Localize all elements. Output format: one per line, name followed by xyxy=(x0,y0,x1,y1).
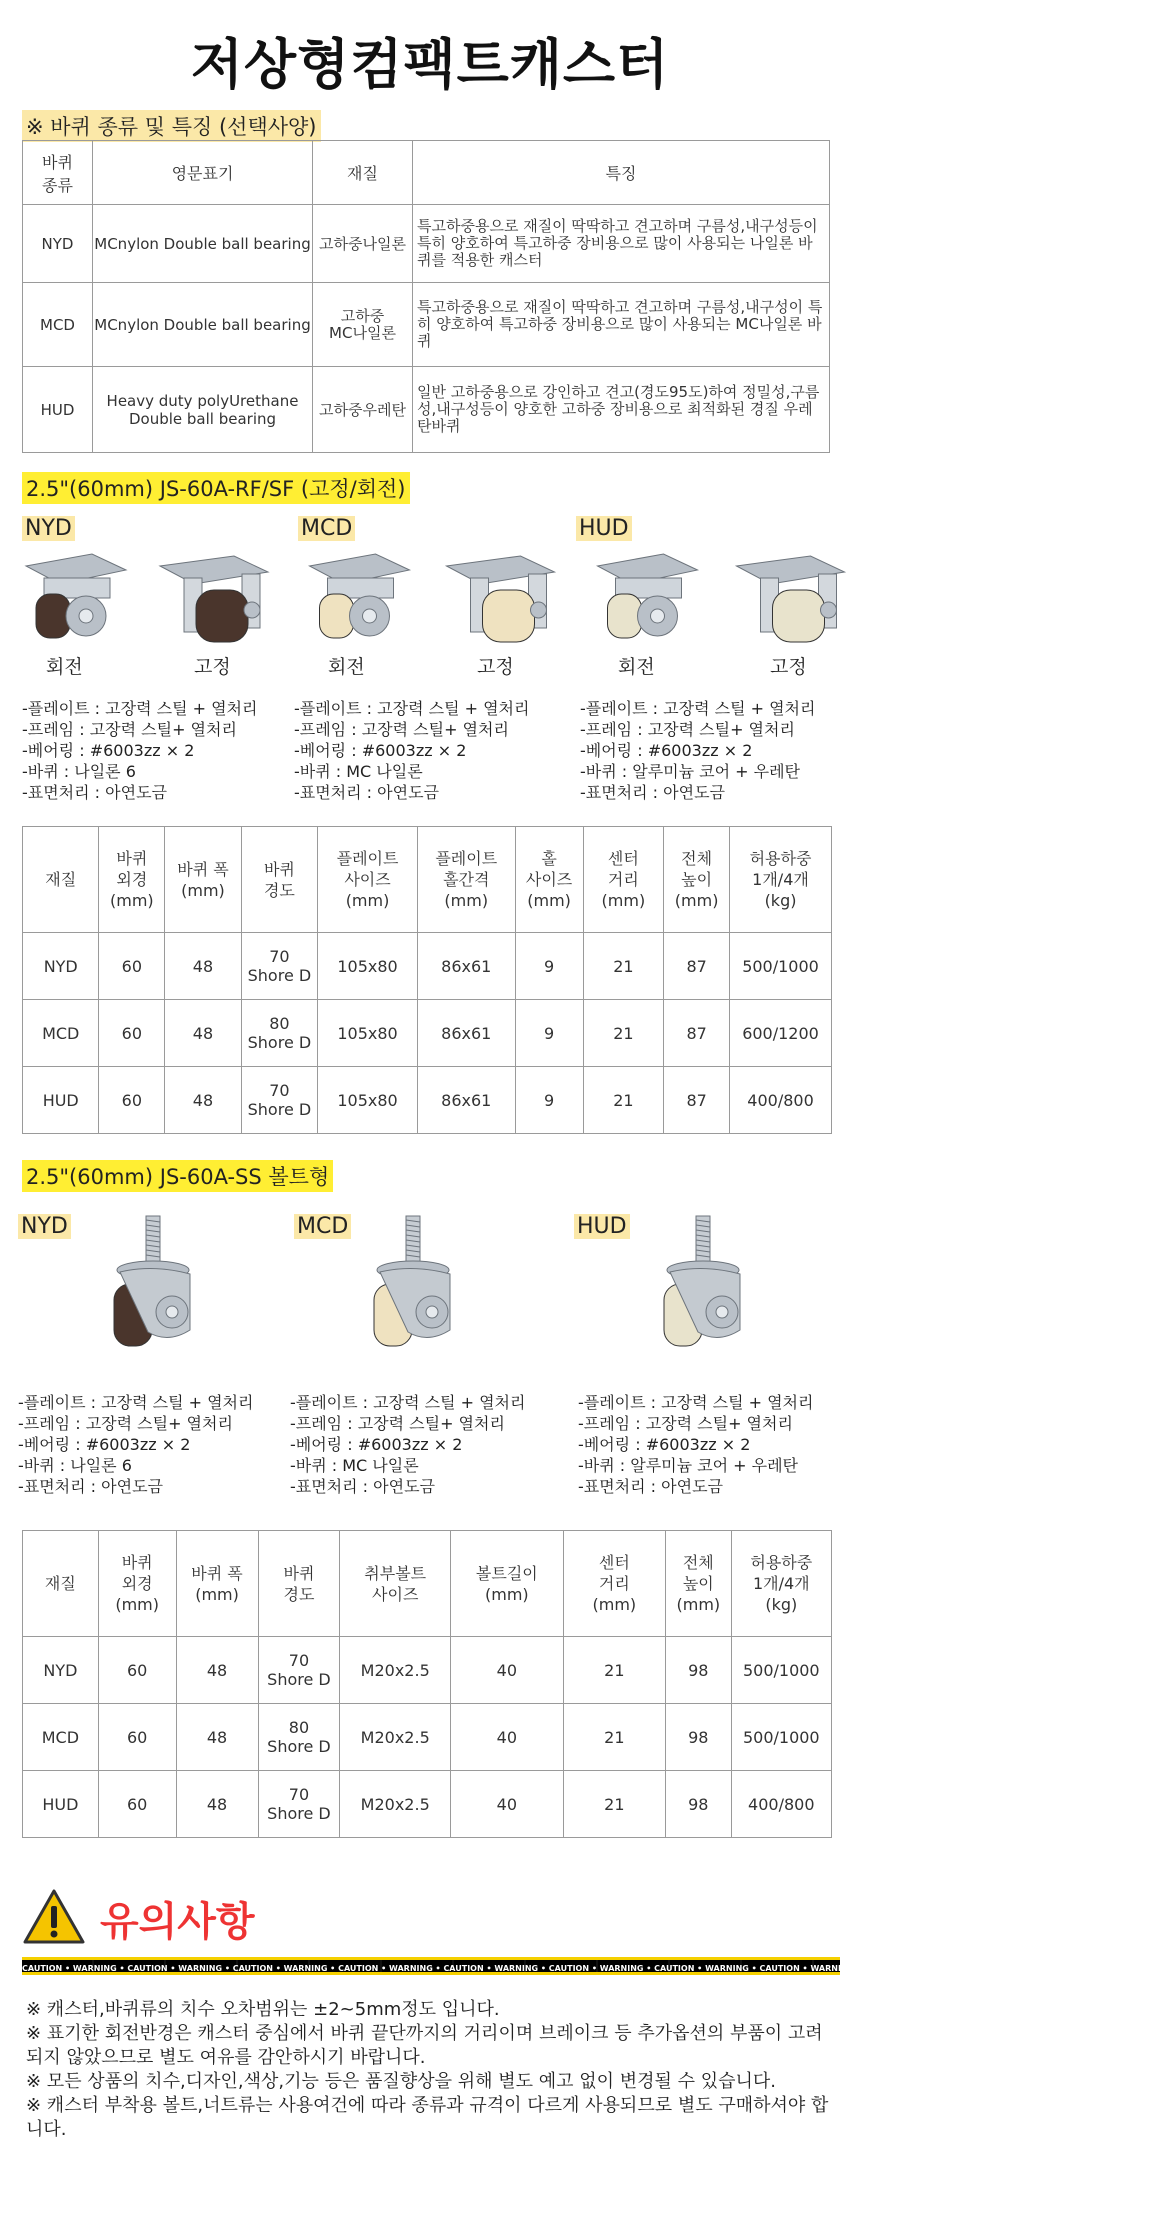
spec-list xyxy=(22,698,257,803)
table-header-row xyxy=(23,1531,832,1637)
table-cell: 48 xyxy=(165,933,241,1000)
spec-item: -베어링 : #6003zz × 2 xyxy=(22,741,195,760)
header-cell: 플레이트 홀간격 (mm) xyxy=(417,827,515,933)
notice-item: ※ 캐스터 부착용 볼트,너트류는 사용여건에 따라 종류과 규격이 다르게 사용되므로 별도 구매하셔야 합니다. xyxy=(26,2095,829,2140)
spec-item: -베어링 : #6003zz × 2 xyxy=(294,741,467,760)
spec-list xyxy=(578,1392,813,1497)
spec-table xyxy=(22,1530,832,1838)
spec-item: -플레이트 : 고장력 스틸 + 열처리 xyxy=(578,1393,814,1412)
table-cell: 고하중나일론 xyxy=(313,205,413,283)
table-cell: 500/1000 xyxy=(731,1704,831,1771)
notice-title: 유의사항 xyxy=(100,1899,255,1945)
table-cell: MCnylon Double ball bearing xyxy=(93,205,313,283)
table-cell: 고하중 MC나일론 xyxy=(313,283,413,367)
image-caption: 고정 xyxy=(194,656,231,678)
caution-stripe: CAUTION • WARNING • CAUTION • WARNING • CAUTION • WARNING • CAUTION • WARNING • CAUTION • WARNING • CAUTION • WARNING • CAUTION • WARNING • CAUTION • WARNING • CAUTION • WARNING • CAUTION • WARNING • CAUTION • WARNING xyxy=(22,1957,840,1975)
table-cell: MCD xyxy=(23,1000,99,1067)
header-cell: 특징 xyxy=(413,141,830,205)
spec-item: -베어링 : #6003zz × 2 xyxy=(18,1435,191,1454)
table-cell: 21 xyxy=(563,1704,665,1771)
table-cell: Heavy duty polyUrethane Double ball bearing xyxy=(93,367,313,453)
table-cell: 105x80 xyxy=(318,1067,418,1134)
table-row xyxy=(23,933,832,1000)
header-cell: 홀 사이즈 (mm) xyxy=(515,827,583,933)
header-cell: 플레이트 사이즈 (mm) xyxy=(318,827,418,933)
table-cell: 500/1000 xyxy=(731,1637,831,1704)
table-cell: 400/800 xyxy=(730,1067,832,1134)
wheel-types-table xyxy=(22,140,830,453)
table-cell: 21 xyxy=(563,1637,665,1704)
spec-item: -프레임 : 고장력 스틸+ 열처리 xyxy=(18,1414,233,1433)
table-cell: 48 xyxy=(176,1771,258,1838)
rigid-caster-image xyxy=(724,548,854,648)
table-cell: 특고하중용으로 재질이 딱딱하고 견고하며 구름성,내구성이 특히 양호하여 특고하중 장비용으로 많이 사용되는 MC나일론 바퀴 xyxy=(413,283,830,367)
spec-list xyxy=(294,698,529,803)
header-cell: 바퀴 폭 (mm) xyxy=(165,827,241,933)
table-cell: 98 xyxy=(666,1771,732,1838)
table-cell: 일반 고하중용으로 강인하고 견고(경도95도)하여 정밀성,구름성,내구성등이 양호한 고하중 장비용으로 최적화된 경질 우레탄바퀴 xyxy=(413,367,830,453)
table-cell: 86x61 xyxy=(417,933,515,1000)
header-cell: 바퀴 종류 xyxy=(23,141,93,205)
table-cell: 105x80 xyxy=(318,933,418,1000)
image-caption: 회전 xyxy=(328,656,365,678)
table-cell: 60 xyxy=(98,1704,176,1771)
rigid-caster-image xyxy=(150,548,275,648)
spec-item: -플레이트 : 고장력 스틸 + 열처리 xyxy=(294,699,530,718)
spec-item: -플레이트 : 고장력 스틸 + 열처리 xyxy=(580,699,816,718)
table-cell: 87 xyxy=(664,1000,730,1067)
header-cell: 바퀴 경도 xyxy=(258,1531,340,1637)
table-cell: MCD xyxy=(23,283,93,367)
spec-item: -바퀴 : MC 나일론 xyxy=(290,1456,419,1475)
table-cell: 60 xyxy=(98,1771,176,1838)
spec-item: -표면처리 : 아연도금 xyxy=(580,783,725,802)
spec-item: -표면처리 : 아연도금 xyxy=(18,1477,163,1496)
header-cell: 취부볼트 사이즈 xyxy=(340,1531,451,1637)
table-cell: 70 Shore D xyxy=(258,1637,340,1704)
spec-item: -플레이트 : 고장력 스틸 + 열처리 xyxy=(18,1393,254,1412)
table-cell: 500/1000 xyxy=(730,933,832,1000)
spec-item: -표면처리 : 아연도금 xyxy=(578,1477,723,1496)
group-label: MCD xyxy=(294,1214,351,1239)
group-label: NYD xyxy=(18,1214,71,1239)
swivel-caster-image xyxy=(294,548,419,648)
table-cell: MCnylon Double ball bearing xyxy=(93,283,313,367)
header-cell: 허용하중 1개/4개 (kg) xyxy=(731,1531,831,1637)
header-cell: 바퀴 외경 (mm) xyxy=(98,1531,176,1637)
table-row xyxy=(23,1067,832,1134)
spec-item: -프레임 : 고장력 스틸+ 열처리 xyxy=(580,720,795,739)
table-cell: 48 xyxy=(176,1637,258,1704)
table-cell: 60 xyxy=(98,1637,176,1704)
spec-list xyxy=(290,1392,525,1497)
table-header-row xyxy=(23,141,830,205)
image-caption: 회전 xyxy=(46,656,83,678)
table-cell: 70 Shore D xyxy=(241,1067,317,1134)
spec-item: -프레임 : 고장력 스틸+ 열처리 xyxy=(22,720,237,739)
table-cell: 98 xyxy=(666,1704,732,1771)
header-cell: 바퀴 폭 (mm) xyxy=(176,1531,258,1637)
spec-item: -표면처리 : 아연도금 xyxy=(294,783,439,802)
table-cell: 70 Shore D xyxy=(241,933,317,1000)
spec-item: -베어링 : #6003zz × 2 xyxy=(290,1435,463,1454)
table-cell: 80 Shore D xyxy=(258,1704,340,1771)
table-cell: 9 xyxy=(515,1000,583,1067)
spec-item: -표면처리 : 아연도금 xyxy=(290,1477,435,1496)
bolt-caster-image xyxy=(648,1212,758,1362)
table-cell: M20x2.5 xyxy=(340,1771,451,1838)
spec-item: -프레임 : 고장력 스틸+ 열처리 xyxy=(578,1414,793,1433)
header-cell: 재질 xyxy=(23,827,99,933)
table-cell: 48 xyxy=(176,1704,258,1771)
table-cell: 60 xyxy=(99,1067,165,1134)
table-row xyxy=(23,1637,832,1704)
spec-item: -플레이트 : 고장력 스틸 + 열처리 xyxy=(290,1393,526,1412)
spec-item: -베어링 : #6003zz × 2 xyxy=(580,741,753,760)
table-cell: M20x2.5 xyxy=(340,1637,451,1704)
header-cell: 센터 거리 (mm) xyxy=(583,827,664,933)
notice-list xyxy=(26,1998,836,2142)
table-cell: HUD xyxy=(23,1771,99,1838)
table-cell: 70 Shore D xyxy=(258,1771,340,1838)
warning-icon xyxy=(22,1888,86,1946)
table-cell: 87 xyxy=(664,933,730,1000)
spec-list xyxy=(18,1392,253,1497)
spec-item: -바퀴 : 알루미늄 코어 + 우레탄 xyxy=(578,1456,799,1475)
spec-item: -바퀴 : 알루미늄 코어 + 우레탄 xyxy=(580,762,801,781)
spec-item: -표면처리 : 아연도금 xyxy=(22,783,167,802)
table-cell: 9 xyxy=(515,933,583,1000)
table-cell: 400/800 xyxy=(731,1771,831,1838)
table-cell: 48 xyxy=(165,1000,241,1067)
image-caption: 회전 xyxy=(618,656,655,678)
table-cell: 40 xyxy=(451,1704,564,1771)
table-cell: 80 Shore D xyxy=(241,1000,317,1067)
table-cell: 98 xyxy=(666,1637,732,1704)
table-cell: 600/1200 xyxy=(730,1000,832,1067)
table-cell: 고하중우레탄 xyxy=(313,367,413,453)
table-cell: 48 xyxy=(165,1067,241,1134)
spec-item: -바퀴 : 나일론 6 xyxy=(22,762,136,781)
header-cell: 재질 xyxy=(23,1531,99,1637)
spec-item: -바퀴 : MC 나일론 xyxy=(294,762,423,781)
table-header-row xyxy=(23,827,832,933)
image-caption: 고정 xyxy=(477,656,514,678)
table-cell: 특고하중용으로 재질이 딱딱하고 견고하며 구름성,내구성등이 특히 양호하여 특고하중 장비용으로 많이 사용되는 나일론 바퀴를 적용한 캐스터 xyxy=(413,205,830,283)
header-cell: 센터 거리 (mm) xyxy=(563,1531,665,1637)
table-cell: 60 xyxy=(99,1000,165,1067)
table-cell: NYD xyxy=(23,1637,99,1704)
group-label: HUD xyxy=(576,516,632,541)
table-row xyxy=(23,205,830,283)
header-cell: 재질 xyxy=(313,141,413,205)
page-title: 저상형컴팩트캐스터 xyxy=(190,33,670,96)
notice-item: ※ 모든 상품의 치수,디자인,색상,기능 등은 품질향상을 위해 별도 예고 없이 변경될 수 있습니다. xyxy=(26,2071,776,2092)
table-cell: NYD xyxy=(23,205,93,283)
table-cell: 21 xyxy=(583,933,664,1000)
bolt-caster-image xyxy=(358,1212,468,1362)
group-label: MCD xyxy=(298,516,355,541)
table-cell: 21 xyxy=(563,1771,665,1838)
table-cell: 21 xyxy=(583,1067,664,1134)
header-cell: 바퀴 외경 (mm) xyxy=(99,827,165,933)
table-cell: 40 xyxy=(451,1771,564,1838)
table-row xyxy=(23,367,830,453)
notice-item: ※ 표기한 회전반경은 캐스터 중심에서 바퀴 끝단까지의 거리이며 브레이크 등 추가옵션의 부품이 고려되지 않았으므로 별도 여유를 감안하시기 바랍니다. xyxy=(26,2023,823,2068)
table-cell: 40 xyxy=(451,1637,564,1704)
table-cell: M20x2.5 xyxy=(340,1704,451,1771)
table-row xyxy=(23,1771,832,1838)
spec-item: -베어링 : #6003zz × 2 xyxy=(578,1435,751,1454)
section2-heading: 2.5"(60mm) JS-60A-SS 볼트형 xyxy=(22,1160,333,1192)
table-cell: NYD xyxy=(23,933,99,1000)
header-cell: 영문표기 xyxy=(93,141,313,205)
header-cell: 전체 높이 (mm) xyxy=(664,827,730,933)
table-cell: MCD xyxy=(23,1704,99,1771)
section1-heading: 2.5"(60mm) JS-60A-RF/SF (고정/회전) xyxy=(22,472,410,504)
bolt-caster-image xyxy=(98,1212,208,1362)
table-cell: 21 xyxy=(583,1000,664,1067)
table-row xyxy=(23,1000,832,1067)
spec-item: -바퀴 : 나일론 6 xyxy=(18,1456,132,1475)
spec-table xyxy=(22,826,832,1134)
header-cell: 볼트길이 (mm) xyxy=(451,1531,564,1637)
table-cell: HUD xyxy=(23,1067,99,1134)
spec-item: -플레이트 : 고장력 스틸 + 열처리 xyxy=(22,699,258,718)
header-cell: 바퀴 경도 xyxy=(241,827,317,933)
swivel-caster-image xyxy=(14,548,132,648)
swivel-caster-image xyxy=(582,548,707,648)
group-label: NYD xyxy=(22,516,75,541)
table-cell: 87 xyxy=(664,1067,730,1134)
header-cell: 허용하중 1개/4개 (kg) xyxy=(730,827,832,933)
table-row xyxy=(23,1704,832,1771)
table-cell: 9 xyxy=(515,1067,583,1134)
table-cell: 86x61 xyxy=(417,1067,515,1134)
table-cell: HUD xyxy=(23,367,93,453)
table-cell: 60 xyxy=(99,933,165,1000)
image-caption: 고정 xyxy=(770,656,807,678)
spec-item: -프레임 : 고장력 스틸+ 열처리 xyxy=(294,720,509,739)
spec-item: -프레임 : 고장력 스틸+ 열처리 xyxy=(290,1414,505,1433)
types-heading: ※ 바퀴 종류 및 특징 (선택사양) xyxy=(22,110,321,142)
table-cell: 86x61 xyxy=(417,1000,515,1067)
table-row xyxy=(23,283,830,367)
rigid-caster-image xyxy=(434,548,564,648)
group-label: HUD xyxy=(574,1214,630,1239)
header-cell: 전체 높이 (mm) xyxy=(666,1531,732,1637)
spec-list xyxy=(580,698,815,803)
notice-item: ※ 캐스터,바퀴류의 치수 오차범위는 ±2~5mm정도 입니다. xyxy=(26,1999,500,2020)
table-cell: 105x80 xyxy=(318,1000,418,1067)
